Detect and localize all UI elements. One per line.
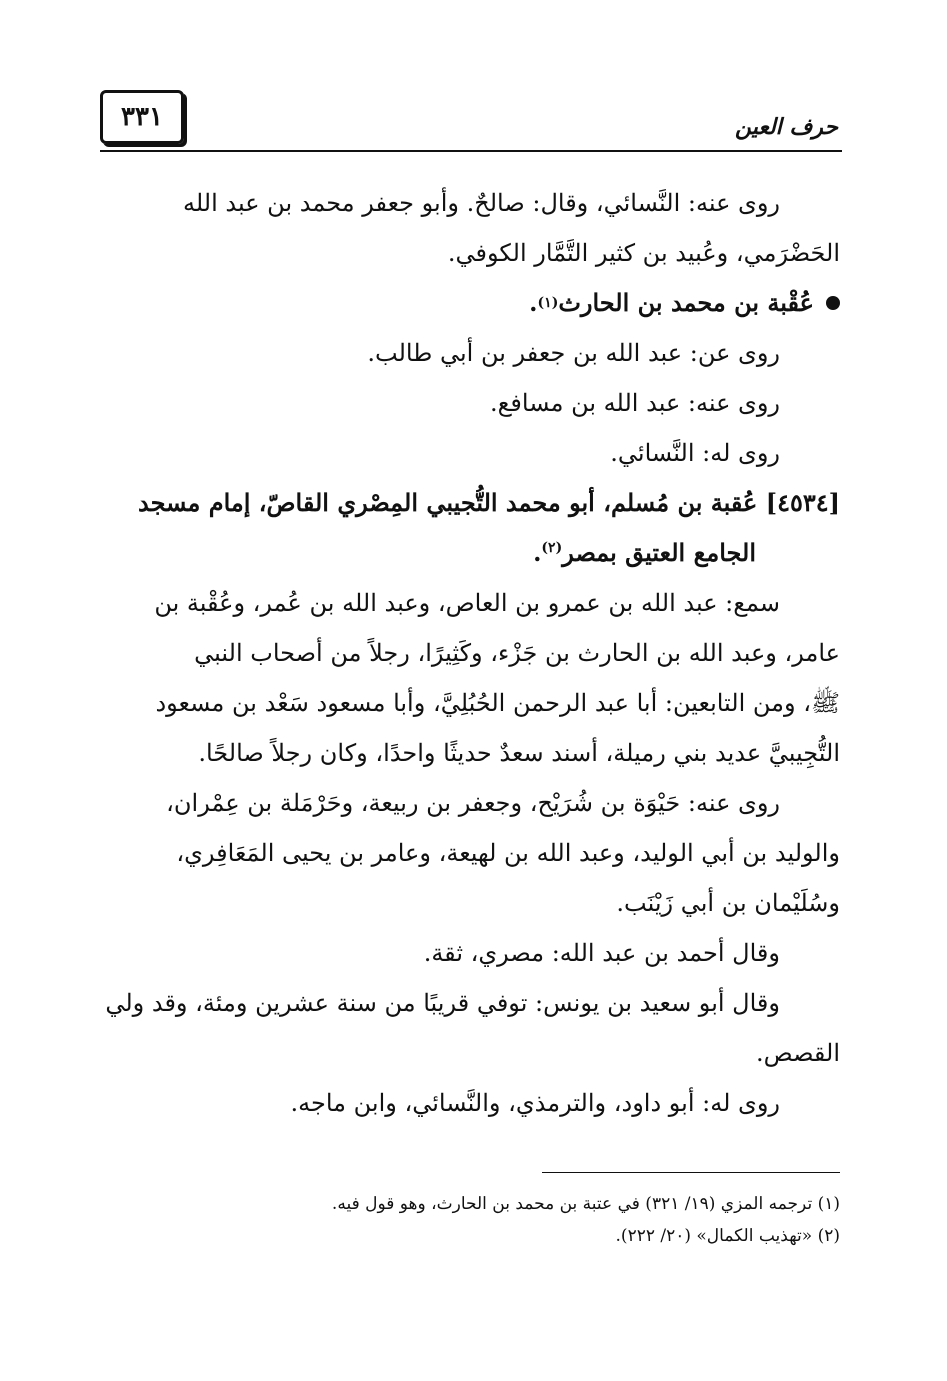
bullet-entry: عُقْبة بن محمد بن الحارث (١) . [98,278,840,328]
running-head: حرف العين [734,114,838,140]
entry-heading: [٤٥٣٤] عُقبة بن مُسلم، أبو محمد التُّجيبي المِصْري القاصّ، إمام مسجد [138,488,840,517]
entry-heading-cont [98,528,840,578]
bullet-entry-name: عُقْبة بن محمد بن الحارث [558,288,814,317]
text-line: روى عنه: النَّسائي، وقال: صالحٌ. وأبو جعفر محمد بن عبد الله [182,189,780,217]
text-line: الحَضْرَمي، وعُبيد بن كثير التَّمَّار الكوفي. [447,239,840,267]
text-line: وقال أحمد بن عبد الله: مصري، ثقة. [423,939,780,967]
header-rule [100,150,842,152]
text-line: روى له: النَّسائي. [610,439,780,467]
text-line: روى عنه: حَيْوَة بن شُرَيْح، وجعفر بن ربيعة، وحَرْمَلة بن عِمْران، [166,789,780,817]
text-line: وقال أبو سعيد بن يونس: توفي قريبًا من سنة عشرين ومئة، وقد ولي [105,989,780,1017]
main-text [98,178,840,1128]
entry-heading-end: . [533,538,542,567]
entry-heading-text: الجامع العتيق بمصر [562,538,756,567]
text-line: سمع: عبد الله بن عمرو بن العاص، وعبد الله بن عُمر، وعُقْبة بن [154,589,780,617]
page-number: ٣٣١ [121,102,163,132]
bullet-icon [826,296,840,310]
text-line: ﷺ، ومن التابعين: أبا عبد الرحمن الحُبُلِيَّ، وأبا مسعود سَعْد بن مسعود [155,689,840,717]
footnote-1: (١) ترجمه المزي (١٩/ ٣٢١) في عتبة بن محمد بن الحارث، وهو قول فيه. [331,1194,840,1214]
text-line: والوليد بن أبي الوليد، وعبد الله بن لهيعة، وعامر بن يحيى المَعَافِري، [176,839,840,867]
text-line: روى له: أبو داود، والترمذي، والنَّسائي، وابن ماجه. [290,1089,780,1117]
text-line: القصص. [756,1039,840,1067]
text-line: روى عنه: عبد الله بن مسافع. [490,389,780,417]
text-line: التُّجِيبيَّ عديد بني رميلة، أسند سعدٌ حديثًا واحدًا، وكان رجلاً صالحًا. [198,739,840,767]
text-line: عامر، وعبد الله بن الحارث بن جَزْء، وكَثِيرًا، رجلاً من أصحاب النبي [194,639,840,667]
footnote-rule [542,1172,840,1173]
page-header [100,90,842,160]
footnotes [98,1188,840,1252]
footnote-mark: (٢) [541,540,563,556]
bullet-entry-end: . [529,288,538,317]
page-number-box [100,90,184,144]
footnote-2: (٢) «تهذيب الكمال» (٢٠/ ٢٢٢). [615,1226,840,1246]
text-line: وسُلَيْمان بن أبي زَيْنَب. [616,889,840,917]
text-line: روى عن: عبد الله بن جعفر بن أبي طالب. [367,339,780,367]
